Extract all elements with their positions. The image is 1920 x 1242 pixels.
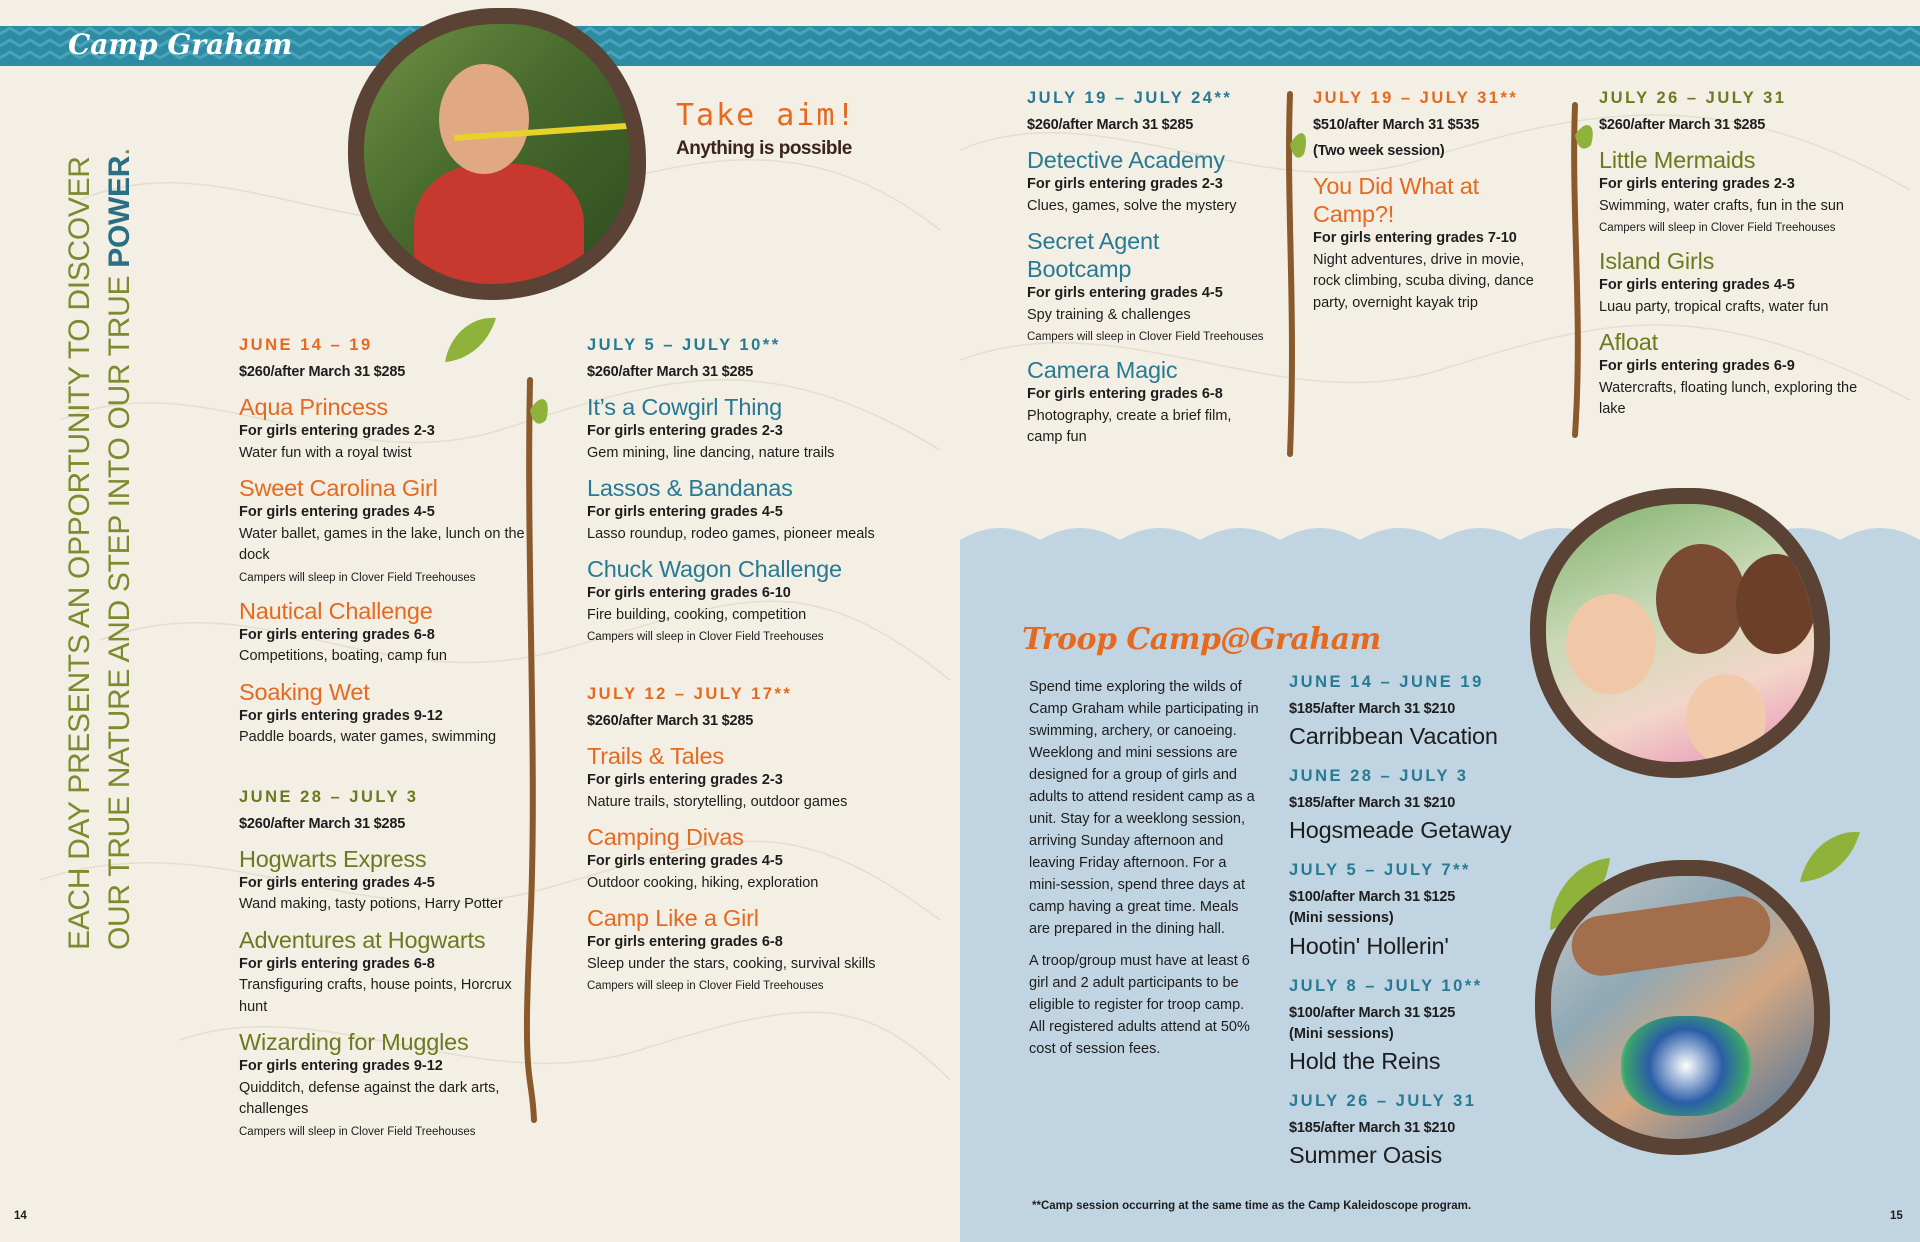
- leaf-decoration-3: [440, 310, 500, 370]
- program-grades: For girls entering grades 4-5: [1599, 277, 1795, 293]
- troop-session-price: $185/after March 31 $210: [1289, 701, 1456, 717]
- session-price-note: (Two week session): [1313, 143, 1445, 159]
- program-description: Sleep under the stars, cooking, survival skills: [587, 955, 876, 972]
- archery-photo: [348, 8, 646, 300]
- vertical-tagline: [60, 110, 140, 950]
- program-title: Aqua Princess: [239, 394, 388, 420]
- program-grades: For girls entering grades 6-8: [587, 934, 783, 950]
- program-title: Trails & Tales: [587, 743, 724, 769]
- program-description: Gem mining, line dancing, nature trails: [587, 444, 835, 461]
- page-number-left: 14: [14, 1210, 27, 1222]
- session-price: $510/after March 31 $535: [1313, 117, 1480, 133]
- program-grades: For girls entering grades 6-8: [1027, 386, 1223, 402]
- program-title: Nautical Challenge: [239, 597, 433, 624]
- schedule-column-3: [1027, 86, 1267, 449]
- program-grades: For girls entering grades 6-9: [1599, 358, 1795, 374]
- program-note: Campers will sleep in Clover Field Treehouses: [1027, 331, 1264, 343]
- program-title: Afloat: [1599, 329, 1658, 355]
- troop-session-mini: (Mini sessions): [1289, 1025, 1394, 1042]
- tagline-period: .: [103, 147, 136, 156]
- program-title: Secret Agent Bootcamp: [1027, 228, 1160, 282]
- program-description: Clues, games, solve the mystery: [1027, 197, 1237, 214]
- session-price: $260/after March 31 $285: [1599, 117, 1766, 133]
- tagline-line1: EACH DAY PRESENTS AN OPPORTUNITY TO DISCOVER: [63, 156, 96, 950]
- program-note: Campers will sleep in Clover Field Treehouses: [587, 631, 824, 643]
- troop-session-title: Hogsmeade Getaway: [1289, 817, 1512, 843]
- program-title: Island Girls: [1599, 248, 1715, 274]
- program-grades: For girls entering grades 4-5: [239, 874, 435, 891]
- program-grades: For girls entering grades 2-3: [239, 423, 435, 439]
- troop-description: [1029, 676, 1259, 1070]
- program-grades: For girls entering grades 2-3: [1027, 176, 1223, 192]
- program-note: Campers will sleep in Clover Field Treehouses: [239, 571, 476, 584]
- program-title: Wizarding for Muggles: [239, 1029, 469, 1055]
- program-description: Fire building, cooking, competition: [587, 606, 807, 623]
- page-number-right: 15: [1890, 1210, 1903, 1222]
- program-description: Quidditch, defense against the dark arts, challenges: [239, 1079, 500, 1117]
- photo-hands: [1568, 892, 1774, 979]
- photo-figure-head: [439, 64, 529, 174]
- troop-session-price: $100/after March 31 $125: [1289, 1004, 1456, 1021]
- program-description: Luau party, tropical crafts, water fun: [1599, 298, 1829, 315]
- session-date: JUNE 14 – 19: [239, 336, 373, 354]
- program-title: Little Mermaids: [1599, 147, 1756, 173]
- program-grades: For girls entering grades 6-8: [239, 626, 435, 643]
- session-date: JUNE 28 – JULY 3: [239, 787, 419, 806]
- troop-session-date: JUNE 28 – JULY 3: [1289, 767, 1469, 785]
- photo-girl-2: [1656, 544, 1746, 654]
- troop-paragraph-2: A troop/group must have at least 6 girl and 2 adult participants to be eligible to register for troop camp. All registered adults attend at 50% cost of session fees.: [1029, 953, 1250, 1057]
- leaf-decoration-2: [1795, 822, 1865, 892]
- girls-group-photo: [1530, 488, 1830, 778]
- schedule-column-5: [1599, 86, 1879, 421]
- anything-possible-subtitle: Anything is possible: [676, 138, 852, 159]
- program-title: It’s a Cowgirl Thing: [587, 394, 782, 420]
- program-grades: For girls entering grades 2-3: [1599, 176, 1795, 192]
- program-title: Sweet Carolina Girl: [239, 475, 438, 501]
- program-description: Paddle boards, water games, swimming: [239, 729, 497, 745]
- walking-stick-1: [512, 370, 552, 1130]
- session-date: JULY 12 – JULY 17**: [587, 685, 793, 703]
- program-description: Nature trails, storytelling, outdoor games: [587, 793, 848, 810]
- program-description: Photography, create a brief film, camp fun: [1027, 407, 1232, 445]
- program-title: Hogwarts Express: [239, 845, 427, 872]
- troop-session-mini: (Mini sessions): [1289, 910, 1394, 926]
- tagline-line2-main: OUR TRUE NATURE AND STEP INTO OUR TRUE: [103, 267, 136, 950]
- program-title: Lassos & Bandanas: [587, 475, 793, 501]
- program-description: Wand making, tasty potions, Harry Potter: [239, 896, 503, 912]
- footnote: **Camp session occurring at the same time as the Camp Kaleidoscope program.: [1032, 1200, 1472, 1212]
- troop-session-date: JULY 5 – JULY 7**: [1289, 861, 1471, 879]
- program-description: Water fun with a royal twist: [239, 444, 412, 461]
- section-spacer: [239, 749, 539, 785]
- tagline-power: POWER: [103, 155, 136, 268]
- troop-sessions: [1289, 670, 1519, 1183]
- program-grades: For girls entering grades 4-5: [587, 853, 783, 869]
- program-grades: For girls entering grades 4-5: [239, 504, 435, 520]
- troop-session-price: $100/after March 31 $125: [1289, 889, 1456, 905]
- session-price: $260/after March 31 $285: [239, 815, 406, 832]
- program-title: Chuck Wagon Challenge: [587, 556, 842, 582]
- program-grades: For girls entering grades 7-10: [1313, 230, 1517, 246]
- program-grades: For girls entering grades 2-3: [587, 772, 783, 788]
- session-date: JULY 26 – JULY 31: [1599, 89, 1787, 107]
- schedule-column-2: [587, 333, 917, 995]
- program-description: Watercrafts, floating lunch, exploring the lake: [1599, 379, 1858, 417]
- program-note: Campers will sleep in Clover Field Treehouses: [587, 980, 824, 992]
- photo-girl-1: [1566, 594, 1656, 694]
- session-price: $260/after March 31 $285: [587, 713, 754, 729]
- session-date: JULY 19 – JULY 31**: [1313, 89, 1519, 107]
- program-description: Outdoor cooking, hiking, exploration: [587, 874, 819, 891]
- session-price: $260/after March 31 $285: [1027, 117, 1194, 133]
- troop-session-date: JUNE 14 – JUNE 19: [1289, 673, 1484, 691]
- session-date: JULY 19 – JULY 24**: [1027, 89, 1233, 107]
- program-grades: For girls entering grades 6-8: [239, 955, 435, 972]
- tagline-line2: [100, 110, 140, 950]
- section-spacer: [587, 646, 917, 682]
- program-title: Adventures at Hogwarts: [239, 926, 486, 953]
- program-title: Camera Magic: [1027, 357, 1178, 383]
- session-price: $260/after March 31 $285: [239, 364, 406, 380]
- troop-session-title: Hold the Reins: [1289, 1048, 1441, 1074]
- program-grades: For girls entering grades 4-5: [587, 504, 783, 520]
- take-aim-heading: Take aim!: [676, 98, 857, 133]
- program-title: Camping Divas: [587, 824, 744, 850]
- schedule-column-1: [239, 333, 539, 1141]
- program-description: Night adventures, drive in movie, rock climbing, scuba diving, dance party, overnight kayak trip: [1313, 251, 1534, 311]
- troop-session-date: JULY 8 – JULY 10**: [1289, 976, 1483, 995]
- program-grades: For girls entering grades 4-5: [1027, 285, 1223, 301]
- troop-camp-title: Troop Camp@Graham: [1022, 622, 1381, 657]
- walking-stick-3: [1557, 95, 1597, 445]
- photo-figure-shirt: [414, 164, 584, 300]
- troop-session-price: $185/after March 31 $210: [1289, 1120, 1456, 1136]
- photo-tie-dye-cloth: [1621, 1016, 1751, 1116]
- tie-dye-photo: [1535, 860, 1830, 1155]
- schedule-column-4: [1313, 86, 1553, 314]
- troop-paragraph-1: Spend time exploring the wilds of Camp Graham while participating in swimming, archery, or canoeing. Weeklong and mini sessions are designed for a group of girls and adults to attend resident camp as a unit. Stay for a weeklong session, arriving Sunday afternoon and leaving Friday afternoon. For a mini-session, spend three days at camp having a great time. Meals are prepared in the dining hall.: [1029, 679, 1259, 937]
- program-description: Transfiguring crafts, house points, Horcrux hunt: [239, 977, 512, 1015]
- program-description: Swimming, water crafts, fun in the sun: [1599, 197, 1844, 214]
- program-grades: For girls entering grades 6-10: [587, 585, 791, 601]
- program-description: Lasso roundup, rodeo games, pioneer meals: [587, 525, 875, 542]
- session-date: JULY 5 – JULY 10**: [587, 336, 781, 354]
- program-note: Campers will sleep in Clover Field Treehouses: [239, 1125, 476, 1138]
- program-description: Water ballet, games in the lake, lunch on the dock: [239, 525, 525, 563]
- program-title: You Did What at Camp?!: [1313, 173, 1479, 227]
- program-title: Camp Like a Girl: [587, 905, 759, 931]
- camp-graham-title: Camp Graham: [68, 28, 293, 61]
- photo-girl-4: [1686, 674, 1766, 764]
- troop-session-title: Summer Oasis: [1289, 1142, 1442, 1168]
- walking-stick-2: [1270, 84, 1310, 464]
- program-grades: For girls entering grades 9-12: [239, 1058, 443, 1074]
- program-grades: For girls entering grades 9-12: [239, 707, 443, 724]
- program-description: Competitions, boating, camp fun: [239, 648, 447, 664]
- troop-session-title: Hootin' Hollerin': [1289, 932, 1449, 959]
- photo-girl-3: [1736, 554, 1816, 654]
- program-grades: For girls entering grades 2-3: [587, 423, 783, 439]
- program-note: Campers will sleep in Clover Field Treehouses: [1599, 222, 1836, 234]
- troop-session-date: JULY 26 – JULY 31: [1289, 1092, 1477, 1110]
- session-price: $260/after March 31 $285: [587, 364, 754, 380]
- program-description: Spy training & challenges: [1027, 306, 1191, 323]
- program-title: Detective Academy: [1027, 147, 1225, 173]
- program-title: Soaking Wet: [239, 678, 370, 705]
- troop-session-price: $185/after March 31 $210: [1289, 795, 1456, 811]
- troop-session-title: Carribbean Vacation: [1289, 723, 1498, 749]
